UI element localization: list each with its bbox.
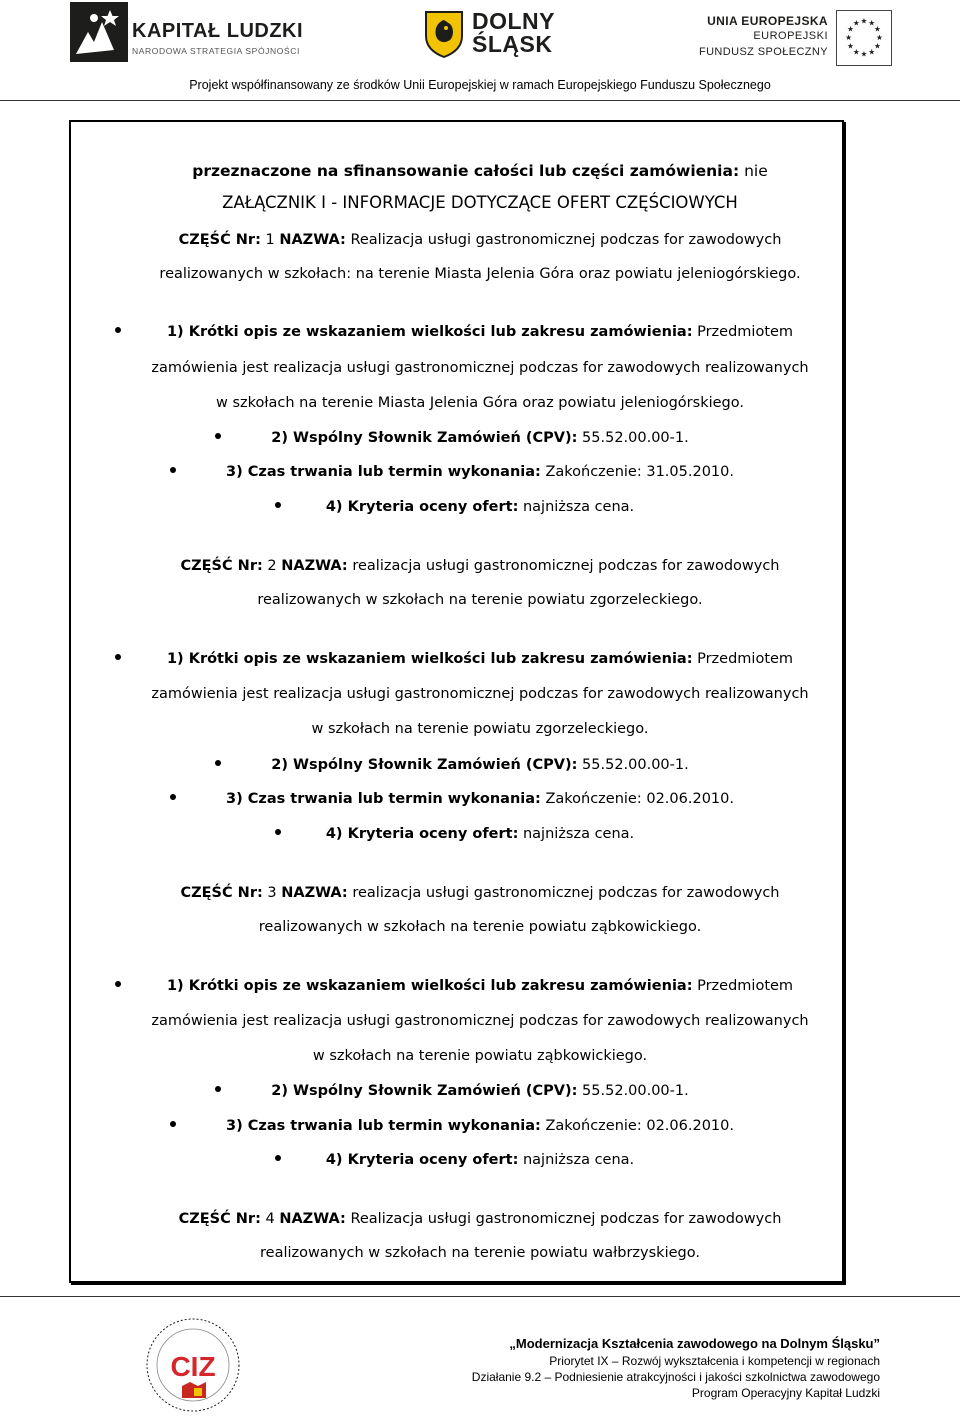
- part-2-desc-line3: w szkołach na terenie powiatu zgorzeleckiego.: [311, 721, 649, 737]
- part-2-cpv: [0, 756, 960, 774]
- part-1-desc-line1: [0, 323, 960, 341]
- svg-text:★: ★: [875, 32, 883, 42]
- part-2-name-continued: realizowanych w szkołach na terenie powiatu zgorzeleckiego.: [257, 592, 703, 608]
- part-name-label: NAZWA:: [279, 1211, 346, 1227]
- time-value: Zakończenie: 31.05.2010.: [540, 464, 734, 480]
- part-name-label: NAZWA:: [281, 885, 348, 901]
- ciz-logo-text: CIZ: [170, 1351, 216, 1382]
- svg-text:★: ★: [845, 32, 853, 42]
- part-2-desc-line2: zamówienia jest realizacja usługi gastronomicznej podczas for zawodowych realizowanych: [151, 686, 809, 702]
- footer-program: Program Operacyjny Kapitał Ludzki: [691, 1386, 880, 1400]
- criteria-label: 4) Kryteria oceny ofert:: [325, 499, 519, 515]
- criteria-value: najniższa cena.: [518, 826, 635, 842]
- svg-text:★: ★: [852, 18, 860, 28]
- criteria-label: 4) Kryteria oceny ofert:: [325, 826, 519, 842]
- eu-logo-line3: FUNDUSZ SPOŁECZNY: [698, 46, 828, 58]
- part-1-desc-line2: zamówienia jest realizacja usługi gastronomicznej podczas for zawodowych realizowanych: [151, 360, 809, 376]
- svg-text:★: ★: [847, 41, 854, 51]
- dolny-slask-coat-of-arms-icon: [424, 10, 464, 58]
- part-3-criteria: [0, 1151, 960, 1169]
- part-nr-label: CZĘŚĆ Nr:: [180, 885, 263, 901]
- time-label: 3) Czas trwania lub termin wykonania:: [226, 1118, 541, 1134]
- part-1-desc-line3: w szkołach na terenie Miasta Jelenia Góra oraz powiatu jeleniogórskiego.: [216, 395, 744, 411]
- eu-logo-line2: EUROPEJSKI: [753, 30, 828, 42]
- part-3-cpv: [0, 1082, 960, 1100]
- part-1-time: [0, 463, 960, 481]
- part-name-value: realizacja usługi gastronomicznej podczas for zawodowych: [347, 558, 780, 574]
- kapital-ludzki-subtitle: NARODOWA STRATEGIA SPÓJNOŚCI: [132, 46, 300, 56]
- part-1-cpv: [0, 429, 960, 447]
- svg-text:★: ★: [874, 41, 881, 51]
- desc-value: Przedmiotem: [692, 324, 794, 340]
- part-3-desc-line1: [0, 977, 960, 995]
- svg-text:★: ★: [860, 16, 868, 26]
- desc-value: Przedmiotem: [692, 651, 794, 667]
- part-3-desc-line3: w szkołach na terenie powiatu ząbkowickiego.: [312, 1048, 648, 1064]
- part-2-desc-line1: [0, 650, 960, 668]
- cpv-value: 55.52.00.00-1.: [577, 757, 689, 773]
- part-3-time: [0, 1117, 960, 1135]
- time-value: Zakończenie: 02.06.2010.: [540, 1118, 734, 1134]
- eu-flag-icon: [836, 10, 892, 66]
- part-nr-value: 2: [262, 558, 282, 574]
- part-1-heading: [0, 231, 960, 249]
- time-label: 3) Czas trwania lub termin wykonania:: [226, 464, 541, 480]
- header-divider: [0, 100, 960, 101]
- cofinancing-caption: Projekt współfinansowany ze środków Unii Europejskiej w ramach Europejskiego Funduszu Społecznego: [189, 78, 771, 92]
- footer-divider: [0, 1296, 960, 1297]
- cpv-value: 55.52.00.00-1.: [577, 1083, 689, 1099]
- part-name-value: Realizacja usługi gastronomicznej podczas for zawodowych: [345, 232, 782, 248]
- part-nr-label: CZĘŚĆ Nr:: [180, 558, 263, 574]
- svg-text:★: ★: [847, 24, 854, 34]
- dolny-slask-line2: ŚLĄSK: [472, 31, 553, 57]
- part-nr-label: CZĘŚĆ Nr:: [178, 1211, 261, 1227]
- part-name-value: Realizacja usługi gastronomicznej podczas for zawodowych: [345, 1211, 782, 1227]
- svg-text:★: ★: [860, 49, 868, 59]
- eu-logo-line1: UNIA EUROPEJSKA: [707, 14, 828, 28]
- svg-text:★: ★: [852, 47, 860, 57]
- dolny-slask-logo: [424, 8, 594, 68]
- eu-logo: [698, 8, 892, 70]
- part-1-name-continued: realizowanych w szkołach: na terenie Miasta Jelenia Góra oraz powiatu jeleniogórskiego.: [159, 266, 801, 282]
- part-nr-value: 3: [262, 885, 282, 901]
- criteria-label: 4) Kryteria oceny ofert:: [325, 1152, 519, 1168]
- cpv-label: 2) Wspólny Słownik Zamówień (CPV):: [271, 757, 578, 773]
- intro-label: przeznaczone na sfinansowanie całości lub części zamówienia:: [192, 162, 740, 180]
- ciz-logo: [134, 1316, 252, 1414]
- criteria-value: najniższa cena.: [518, 1152, 635, 1168]
- kapital-ludzki-logo: [70, 2, 304, 68]
- part-name-value: realizacja usługi gastronomicznej podczas for zawodowych: [347, 885, 780, 901]
- dolny-slask-line1: DOLNY: [472, 8, 555, 34]
- intro-line: [0, 162, 960, 180]
- part-2-heading: [0, 557, 960, 575]
- footer-action: Działanie 9.2 – Podniesienie atrakcyjności i jakości szkolnictwa zawodowego: [471, 1370, 880, 1384]
- cpv-label: 2) Wspólny Słownik Zamówień (CPV):: [271, 430, 578, 446]
- part-name-label: NAZWA:: [281, 558, 348, 574]
- desc-value: Przedmiotem: [692, 978, 794, 994]
- annex-title: ZAŁĄCZNIK I - INFORMACJE DOTYCZĄCE OFERT CZĘŚCIOWYCH: [222, 193, 738, 212]
- part-2-time: [0, 790, 960, 808]
- desc-label: 1) Krótki opis ze wskazaniem wielkości lub zakresu zamówienia:: [166, 978, 693, 994]
- part-nr-value: 4: [260, 1211, 280, 1227]
- ciz-emblem-icon: [134, 1316, 252, 1414]
- part-1-criteria: [0, 498, 960, 516]
- cpv-value: 55.52.00.00-1.: [577, 430, 689, 446]
- part-2-criteria: [0, 825, 960, 843]
- time-value: Zakończenie: 02.06.2010.: [540, 791, 734, 807]
- kapital-ludzki-title: KAPITAŁ LUDZKI: [132, 20, 304, 42]
- part-name-label: NAZWA:: [279, 232, 346, 248]
- footer-project-title: „Modernizacja Kształcenia zawodowego na Dolnym Śląsku”: [509, 1336, 880, 1351]
- part-3-name-continued: realizowanych w szkołach na terenie powiatu ząbkowickiego.: [258, 919, 702, 935]
- svg-text:★: ★: [868, 18, 876, 28]
- criteria-value: najniższa cena.: [518, 499, 635, 515]
- svg-text:★: ★: [868, 47, 876, 57]
- cpv-label: 2) Wspólny Słownik Zamówień (CPV):: [271, 1083, 578, 1099]
- part-3-heading: [0, 884, 960, 902]
- kapital-ludzki-emblem-icon: [70, 2, 128, 62]
- desc-label: 1) Krótki opis ze wskazaniem wielkości lub zakresu zamówienia:: [166, 651, 693, 667]
- part-4-name-continued: realizowanych w szkołach na terenie powiatu wałbrzyskiego.: [260, 1245, 700, 1261]
- part-nr-value: 1: [260, 232, 280, 248]
- desc-label: 1) Krótki opis ze wskazaniem wielkości lub zakresu zamówienia:: [166, 324, 693, 340]
- intro-value: nie: [739, 162, 768, 180]
- time-label: 3) Czas trwania lub termin wykonania:: [226, 791, 541, 807]
- svg-text:★: ★: [874, 24, 881, 34]
- part-nr-label: CZĘŚĆ Nr:: [178, 232, 261, 248]
- part-3-desc-line2: zamówienia jest realizacja usługi gastronomicznej podczas for zawodowych realizowanych: [151, 1013, 809, 1029]
- part-4-heading: [0, 1210, 960, 1228]
- footer-priority: Priorytet IX – Rozwój wykształcenia i kompetencji w regionach: [549, 1354, 880, 1368]
